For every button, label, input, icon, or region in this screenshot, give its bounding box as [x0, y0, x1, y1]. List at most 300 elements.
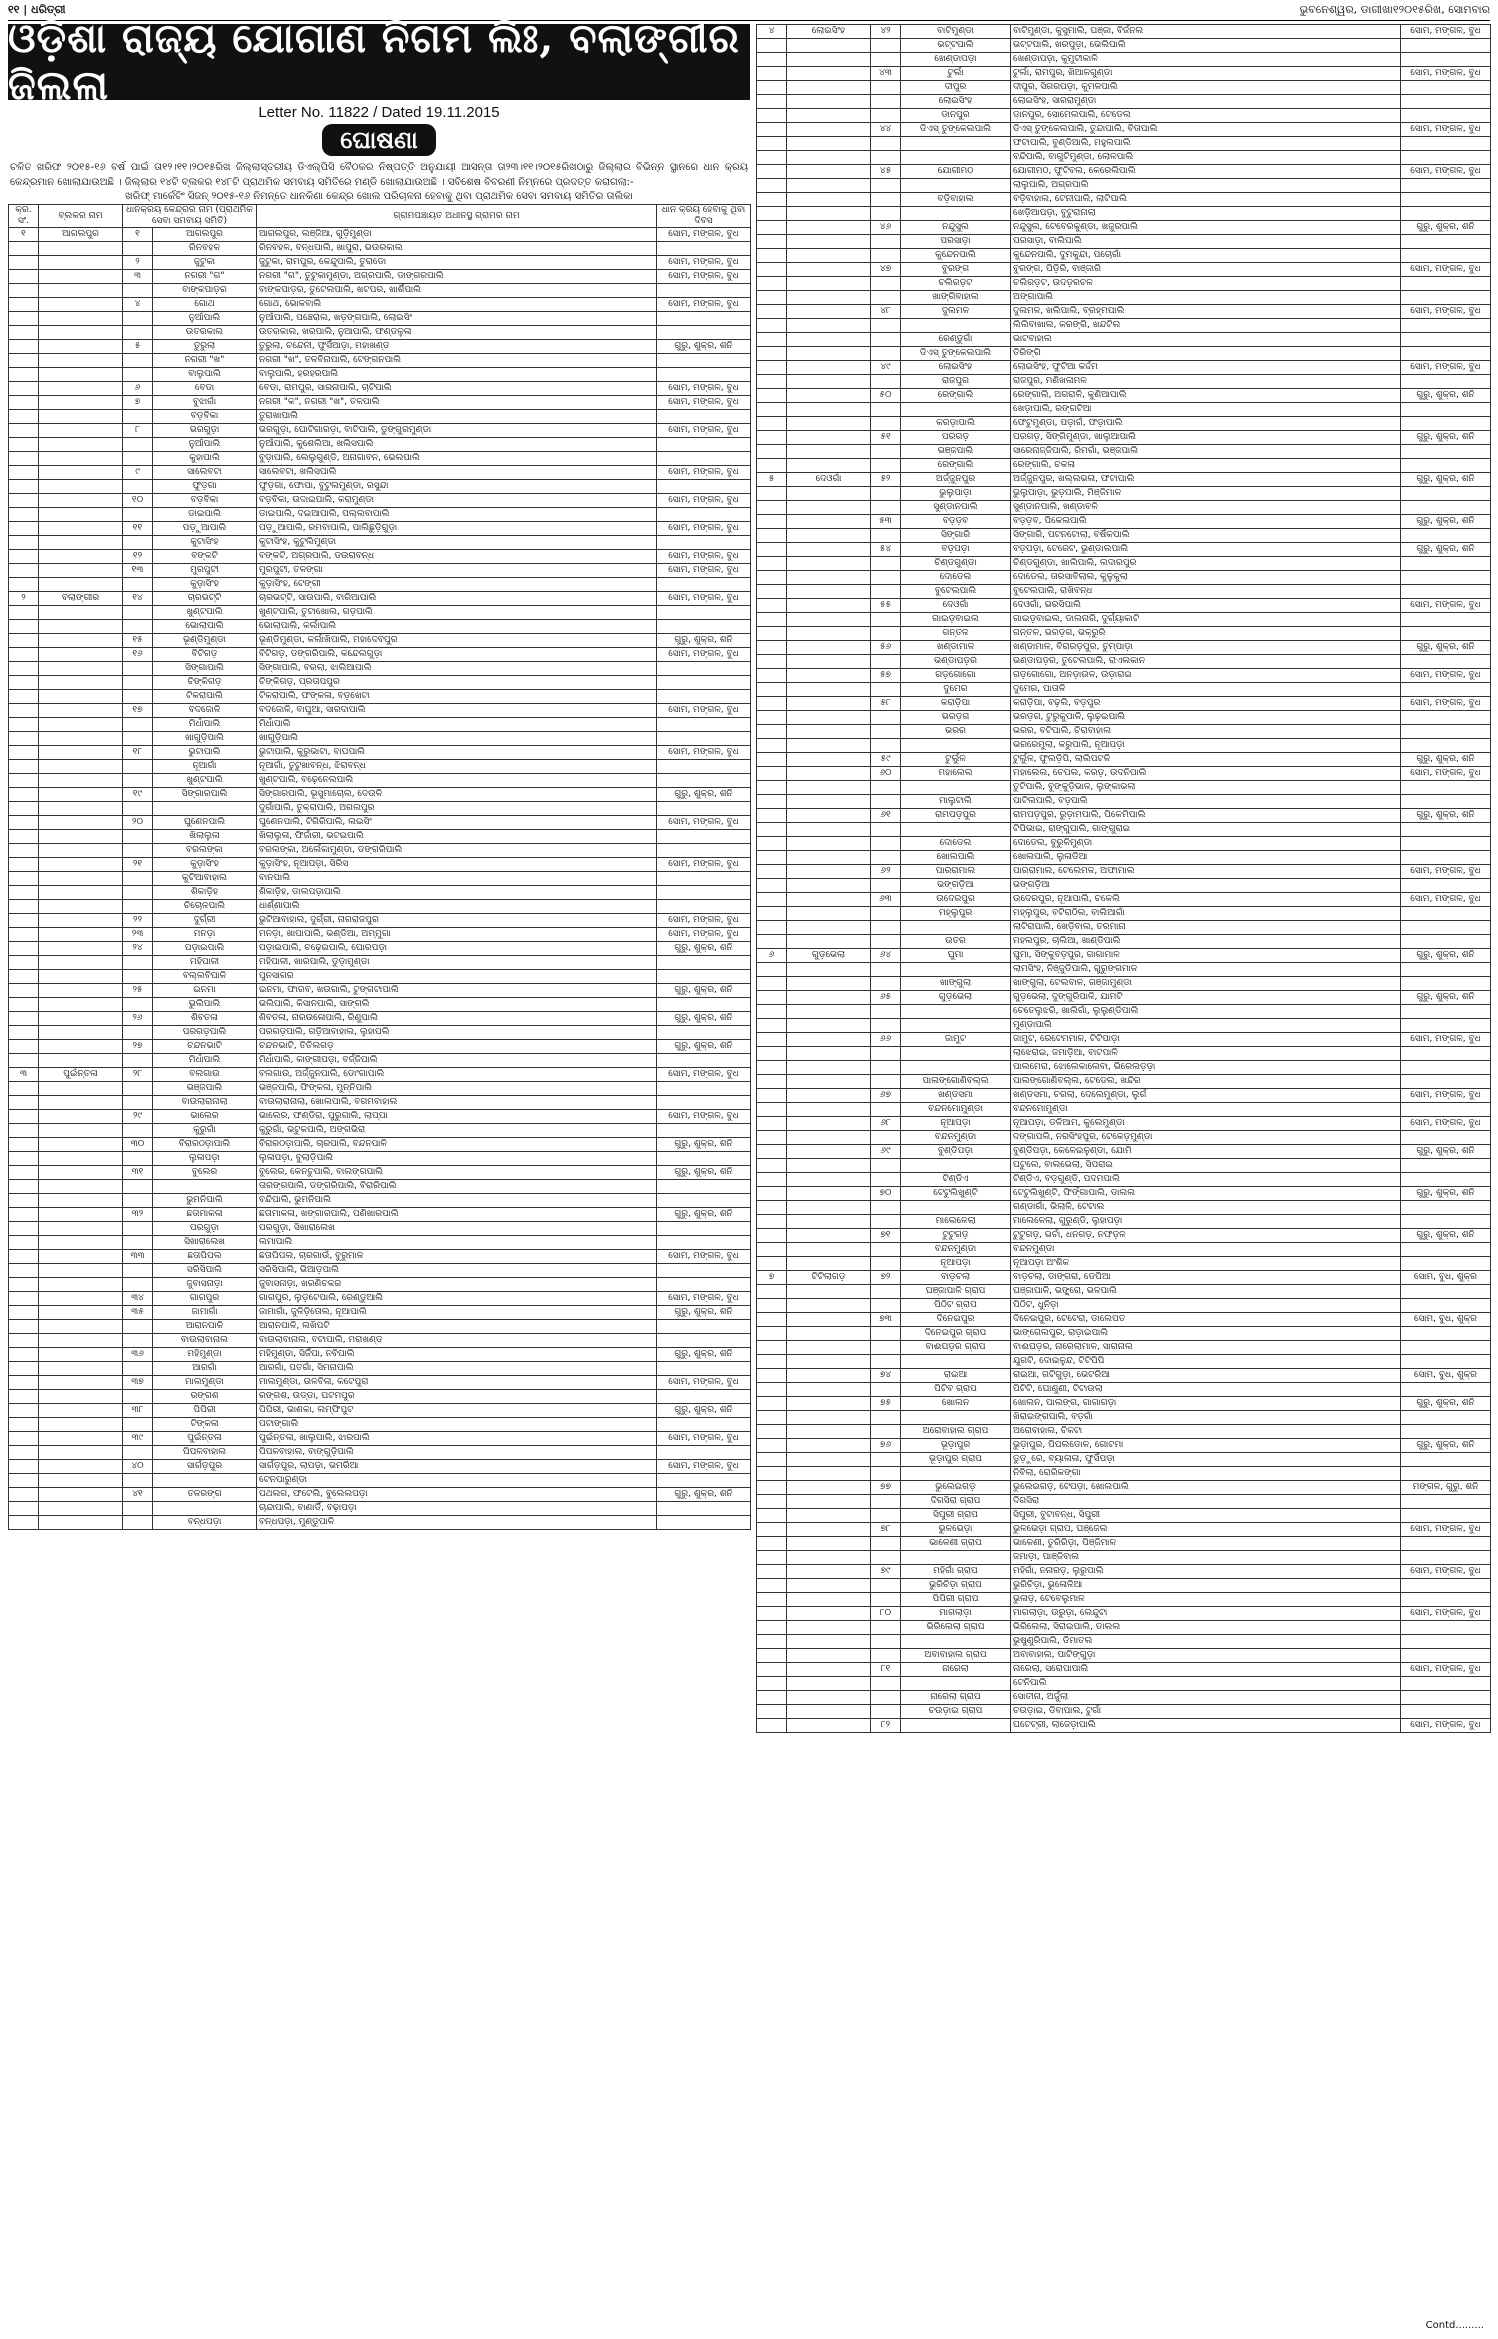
- cell-serial: [757, 753, 787, 767]
- table-row: [9, 858, 751, 872]
- cell-block: [787, 235, 871, 249]
- cell-villages: ସାଲେବଟା, ଖଲିସପାଲି: [257, 466, 657, 480]
- cell-days: [657, 956, 751, 970]
- cell-panchayat: କୁହାପାଲି: [153, 452, 257, 466]
- cell-serial: [9, 1348, 39, 1362]
- cell-center-no: [871, 53, 901, 67]
- cell-center-no: ୩୪: [123, 1292, 153, 1306]
- cell-block: [39, 466, 123, 480]
- table-row: [757, 95, 1491, 109]
- cell-block: [787, 67, 871, 81]
- cell-block: [39, 942, 123, 956]
- cell-center-no: [871, 1495, 901, 1509]
- cell-center-no: ୨୭: [123, 1040, 153, 1054]
- cell-days: ସୋମ, ମଙ୍ଗଳ, ବୁଧ: [1401, 669, 1491, 683]
- table-row: [757, 1159, 1491, 1173]
- cell-serial: [757, 529, 787, 543]
- cell-days: ସୋମ, ମଙ୍ଗଳ, ବୁଧ: [657, 648, 751, 662]
- cell-center-no: [871, 557, 901, 571]
- cell-villages: ମୁଣ୍ଡାପାଲି: [1011, 1019, 1401, 1033]
- cell-block: [787, 1285, 871, 1299]
- cell-panchayat: ଖୋଲନ: [901, 1397, 1011, 1411]
- cell-villages: ଭରରେମୁଲା, କରୁପାଲି, ନୂଆପଡ଼ା: [1011, 739, 1401, 753]
- cell-block: [787, 1089, 871, 1103]
- cell-center-no: ୩୨: [123, 1208, 153, 1222]
- cell-days: [657, 1320, 751, 1334]
- cell-panchayat: ମହିପାଳୀ: [153, 956, 257, 970]
- cell-block: [787, 739, 871, 753]
- table-row: [757, 1467, 1491, 1481]
- cell-panchayat: ଛତାପିପଲ: [153, 1250, 257, 1264]
- table-row: [757, 1411, 1491, 1425]
- table-row: [757, 977, 1491, 991]
- cell-center-no: [871, 1509, 901, 1523]
- cell-days: [657, 900, 751, 914]
- table-row: [9, 396, 751, 410]
- cell-villages: ବରଲଙ୍କା, ଅର୍ଲେକାମୁଣ୍ଡା, ଡଙ୍ଗରିପାଲି: [257, 844, 657, 858]
- cell-villages: ବଡ଼ିବାହାଲ, ଟେନୀପାଲି, ଲାଟିପାଲି: [1011, 193, 1401, 207]
- table-row: [9, 620, 751, 634]
- cell-center-no: [871, 1047, 901, 1061]
- cell-block: [39, 774, 123, 788]
- cell-center-no: ୬୦: [871, 767, 901, 781]
- cell-center-no: [871, 1215, 901, 1229]
- cell-days: ଗୁରୁ, ଶୁକ୍ର, ଶନି: [657, 942, 751, 956]
- cell-villages: ରାଜପୁର, ମଣିଖଳାମଳ: [1011, 375, 1401, 389]
- cell-block: [787, 907, 871, 921]
- cell-panchayat: କୁଟିଆବାହାଲ: [153, 872, 257, 886]
- table-row: [9, 1012, 751, 1026]
- notice-paragraph: ଚଳିତ ଖରିଫ ୨୦୧୫-୧୬ ବର୍ଷ ପାଇଁ ତା୧୨।୧୧।୨୦୧୫ରିଖ ଜିଲ୍ଲାସ୍ତରୀୟ ଡିଏଲ୍‌ପିସି ବୈଠକର ନିଷ୍ପତ୍ତି ଅନୁଯାୟୀ ଆସନ୍ତା ତା୨୩।୧୧।୨୦୧୫ରିଖଠାରୁ ଜିଲ୍ଲାର ବିଭିନ୍ନ ସ୍ଥାନରେ ଧାନ କ୍ରୟ କେନ୍ଦ୍ରମାନ ଖୋଲାଯାଉଅଛି । ଜିଲ୍ଲାର ୧୪ଟି ବ୍ଲକର ୧୪୮ଟି ପ୍ରାଥମିକ ସମବାୟ ସମିତିରେ ମଣ୍ଡି ଖୋଲାଯାଉଅଛି । ସବିଶେଷ ବିବରଣୀ ନିମ୍ନରେ ପ୍ରଦତ୍ତ କରାଗଲା:-: [10, 162, 748, 188]
- cell-center-no: ୮୦: [871, 1607, 901, 1621]
- cell-block: [787, 613, 871, 627]
- cell-block: [787, 669, 871, 683]
- cell-center-no: [871, 179, 901, 193]
- cell-panchayat: ବୁରଙ୍ଗ: [901, 263, 1011, 277]
- cell-center-no: [871, 1551, 901, 1565]
- cell-serial: [9, 1110, 39, 1124]
- cell-serial: [757, 1061, 787, 1075]
- cell-panchayat: ସିପୁରୀ ଗ୍ରାପ: [901, 1509, 1011, 1523]
- table-row: [757, 1257, 1491, 1271]
- cell-panchayat: ଲୋଇସିଂହ: [901, 95, 1011, 109]
- table-row: [9, 760, 751, 774]
- cell-days: [1401, 1131, 1491, 1145]
- cell-days: ସୋମ, ମଙ୍ଗଳ, ବୁଧ: [1401, 305, 1491, 319]
- cell-center-no: [871, 725, 901, 739]
- cell-block: [787, 389, 871, 403]
- cell-serial: ୫: [757, 473, 787, 487]
- table-row: [757, 935, 1491, 949]
- cell-panchayat: ଦୀପୁର: [901, 81, 1011, 95]
- cell-days: ଗୁରୁ, ଶୁକ୍ର, ଶନି: [1401, 389, 1491, 403]
- cell-villages: ଲାଟିରାପାଲି, ଖେଡ଼ିବାଲ, ତରମାନା: [1011, 921, 1401, 935]
- cell-panchayat: ରାଜପୁର: [901, 375, 1011, 389]
- table-row: [9, 1040, 751, 1054]
- cell-days: ସୋମ, ମଙ୍ଗଳ, ବୁଧ: [657, 522, 751, 536]
- table-row: [757, 1285, 1491, 1299]
- cell-panchayat: [901, 1635, 1011, 1649]
- cell-villages: ଟୁର୍ଲୁଳ, ଫୁଲଡ଼ିପି, ଲାଲିପଟଳି: [1011, 753, 1401, 767]
- table-row: [9, 1404, 751, 1418]
- cell-days: [1401, 1285, 1491, 1299]
- cell-villages: ଡାନପୁର, ସୋମେଲପାଲି, ଟେଡେଲ: [1011, 109, 1401, 123]
- cell-serial: [9, 620, 39, 634]
- cell-panchayat: ଖୋଲପାଲି: [901, 851, 1011, 865]
- cell-center-no: ୧୦: [123, 494, 153, 508]
- table-row: [9, 1138, 751, 1152]
- cell-serial: [757, 501, 787, 515]
- cell-center-no: [871, 1425, 901, 1439]
- cell-panchayat: ଭରଗୁଡ଼ା: [153, 424, 257, 438]
- cell-serial: [757, 1103, 787, 1117]
- cell-panchayat: ସିଙ୍ଗାପାଲି: [153, 662, 257, 676]
- cell-panchayat: ସାର୍ଗଡ଼ପୁର: [153, 1460, 257, 1474]
- cell-panchayat: [153, 1474, 257, 1488]
- table-row: [9, 1488, 751, 1502]
- cell-days: ଗୁରୁ, ଶୁକ୍ର, ଶନି: [657, 1138, 751, 1152]
- cell-serial: [9, 1152, 39, 1166]
- table-row: [757, 459, 1491, 473]
- cell-center-no: ୭୦: [871, 1187, 901, 1201]
- cell-block: [787, 1565, 871, 1579]
- cell-serial: [9, 1516, 39, 1530]
- cell-villages: ବଡ଼ଡ଼ବ, ପିକେଲପାଲି: [1011, 515, 1401, 529]
- banner-title: ଓଡ଼ିଶା ରାଜ୍ୟ ଯୋଗାଣ ନିଗମ ଲିଃ, ବଲାଙ୍ଗୀର ଜିଲ୍ଲା: [8, 24, 750, 100]
- cell-villages: ଘୁଣେନପାଲି, ଟିଗିରିପାଲି, ଲଇସିଂ: [257, 816, 657, 830]
- cell-serial: [757, 1425, 787, 1439]
- cell-panchayat: ଭୂଡ଼ାପୁର ଗ୍ରାପ: [901, 1453, 1011, 1467]
- cell-panchayat: ମାଲମୁଣ୍ଡା: [153, 1376, 257, 1390]
- cell-center-no: ୪୮: [871, 305, 901, 319]
- cell-panchayat: [901, 1047, 1011, 1061]
- cell-villages: ଜୁଟୁକା, ରାମପୁର, କେନ୍ଦୁପାଲି, ତୁରାଡୋ: [257, 256, 657, 270]
- cell-block: [787, 809, 871, 823]
- cell-days: [657, 830, 751, 844]
- table-row: [757, 1075, 1491, 1089]
- cell-block: [39, 396, 123, 410]
- cell-center-no: [123, 802, 153, 816]
- cell-center-no: [871, 781, 901, 795]
- cell-panchayat: ବଙ୍କଟି: [153, 550, 257, 564]
- letter-number: Letter No. 11822 / Dated 19.11.2015: [258, 104, 500, 121]
- cell-villages: ଫୁଡ଼ଗା, ଫୋପା, ବୁଟୁଲମୁଣ୍ଡା, ରସୁନ୍ଦା: [257, 480, 657, 494]
- header-serial: କ୍ର. ସଂ.: [9, 205, 39, 228]
- cell-panchayat: ବନ୍ଦନମୋମୁଣ୍ଡା: [901, 1103, 1011, 1117]
- cell-center-no: [123, 830, 153, 844]
- cell-panchayat: ଭଞ୍ଜପାଲି: [901, 445, 1011, 459]
- cell-villages: ବାଉଲାବାନାଲ, ବଟାପାଲି, ମରାଖଣ୍ଡ: [257, 1334, 657, 1348]
- table-row: [9, 942, 751, 956]
- cell-block: [39, 382, 123, 396]
- cell-days: [1401, 529, 1491, 543]
- cell-block: [787, 1145, 871, 1159]
- cell-serial: ୭: [757, 1271, 787, 1285]
- cell-villages: ବଡ଼ବିକା, ଉଦାଇପାଲି, କରାମୁଣ୍ଡା: [257, 494, 657, 508]
- cell-villages: ନଗରୀ "କ", ନଗରୀ "ଖ", ତଳପାଲି: [257, 396, 657, 410]
- table-row: [757, 319, 1491, 333]
- cell-center-no: [871, 1173, 901, 1187]
- cell-center-no: [871, 1019, 901, 1033]
- cell-days: [1401, 95, 1491, 109]
- cell-block: [787, 725, 871, 739]
- cell-days: ସୋମ, ମଙ୍ଗଳ, ବୁଧ: [1401, 1565, 1491, 1579]
- cell-villages: ଟେନିପାଲି: [1011, 1677, 1401, 1691]
- cell-serial: [9, 480, 39, 494]
- cell-block: [787, 795, 871, 809]
- cell-center-no: [123, 368, 153, 382]
- cell-days: ସୋମ, ମଙ୍ଗଳ, ବୁଧ: [657, 928, 751, 942]
- cell-panchayat: ମହାଲେଲ: [901, 767, 1011, 781]
- table-row: [757, 207, 1491, 221]
- cell-villages: ଖୋଲନ, ପାଲଙ୍ଗ, ଗାଗାଗଡ଼ା: [1011, 1397, 1401, 1411]
- cell-center-no: [871, 683, 901, 697]
- cell-block: [39, 1418, 123, 1432]
- table-row: [757, 1089, 1491, 1103]
- cell-block: [39, 914, 123, 928]
- cell-villages: ନାରେଲା, ସରୋପାପାଲି: [1011, 1663, 1401, 1677]
- cell-days: [1401, 1509, 1491, 1523]
- cell-serial: [9, 368, 39, 382]
- cell-villages: ସୋତୀନା, ଅର୍ଜୁଲା: [1011, 1691, 1401, 1705]
- table-row: [757, 1425, 1491, 1439]
- table-row: [757, 571, 1491, 585]
- cell-panchayat: ଭାଳେଣୀ ଗ୍ରାପ: [901, 1537, 1011, 1551]
- cell-villages: ତୁରୁଲା, ଚନ୍ଦେନୀ, ଫୁର୍ସିଆଡ଼ା, ମହାଖଣ୍ଡ: [257, 340, 657, 354]
- cell-serial: [757, 1383, 787, 1397]
- cell-panchayat: ବୁଣ୍ଡିପଡ଼ା: [901, 1145, 1011, 1159]
- cell-block: [39, 1166, 123, 1180]
- cell-villages: ଫଟାପାଲି, ବୁଣ୍ଡିଆଲି, ମହୁଲପାଲି: [1011, 137, 1401, 151]
- cell-serial: [9, 1236, 39, 1250]
- cell-days: [657, 480, 751, 494]
- cell-villages: ନନ୍ଦୁସୁଲ, ଟେବେରକୁଣ୍ଡା, ଖଜୁରପାଲି: [1011, 221, 1401, 235]
- cell-days: ସୋମ, ମଙ୍ଗଳ, ବୁଧ: [1401, 1719, 1491, 1733]
- cell-block: [39, 1460, 123, 1474]
- cell-days: [1401, 291, 1491, 305]
- cell-panchayat: ବଡ଼ପଡ଼ା: [901, 543, 1011, 557]
- cell-days: ସୋମ, ମଙ୍ଗଳ, ବୁଧ: [1401, 1089, 1491, 1103]
- table-row: [757, 529, 1491, 543]
- cell-days: [1401, 445, 1491, 459]
- cell-panchayat: ସିଙ୍ଗାରି: [901, 529, 1011, 543]
- cell-villages: ଚଉଡ଼ାଇ, ଡିବାପାଲ, ଟୁର୍ଗା: [1011, 1705, 1401, 1719]
- cell-panchayat: ଭୁଲିପାଲି: [153, 998, 257, 1012]
- cell-days: [657, 410, 751, 424]
- cell-serial: [757, 823, 787, 837]
- cell-villages: ଇନମା, ଫାରବ, ଖଉଗାଲି, ଟୁଙ୍ଗଟାପାଲି: [257, 984, 657, 998]
- table-row: [9, 536, 751, 550]
- cell-serial: [757, 907, 787, 921]
- cell-block: [787, 53, 871, 67]
- cell-block: [39, 928, 123, 942]
- cell-block: [39, 662, 123, 676]
- cell-serial: [757, 1299, 787, 1313]
- table-row: [757, 1509, 1491, 1523]
- cell-panchayat: ଟିଣ୍ଡିଏ: [901, 1173, 1011, 1187]
- cell-serial: [757, 1033, 787, 1047]
- cell-villages: ପାଲମେରା, ଝୋଲେକାଲେବା, ଭିରେଲଡ଼ଡ଼ା: [1011, 1061, 1401, 1075]
- cell-serial: [757, 67, 787, 81]
- cell-panchayat: [153, 1502, 257, 1516]
- table-row: [757, 1299, 1491, 1313]
- cell-panchayat: [901, 137, 1011, 151]
- cell-center-no: [871, 487, 901, 501]
- table-row: [757, 53, 1491, 67]
- cell-villages: ପଡ଼ୁଆପାଲି, ରମବାପାଲି, ପାଲିଛୁଡ଼ିଗୁଡ଼ା: [257, 522, 657, 536]
- cell-center-no: [123, 354, 153, 368]
- cell-block: [39, 508, 123, 522]
- cell-days: [1401, 823, 1491, 837]
- cell-panchayat: ସୁଣ୍ଡାନପାଲି: [901, 501, 1011, 515]
- table-row: [757, 557, 1491, 571]
- cell-block: [787, 1677, 871, 1691]
- cell-block: [39, 760, 123, 774]
- cell-panchayat: ପରଗଡ଼: [901, 431, 1011, 445]
- cell-villages: ଭରର, ବଟିପାଲି, ଚିରାବାହାଲ: [1011, 725, 1401, 739]
- table-row: [757, 179, 1491, 193]
- cell-block: [787, 1047, 871, 1061]
- cell-panchayat: ବନ୍ଦନମୁଣ୍ଡା: [901, 1131, 1011, 1145]
- table-row: [9, 550, 751, 564]
- cell-center-no: [871, 249, 901, 263]
- cell-days: ସୋମ, ମଙ୍ଗଳ, ବୁଧ: [657, 816, 751, 830]
- cell-villages: ଟିପିଭାଇ, ରାଙ୍ଗୁପାଲି, ଗାଙ୍ଗୁରାଇ: [1011, 823, 1401, 837]
- cell-villages: ବଙ୍କଟି, ଅଗ୍ରପାଲି, ଡଉରାବନ୍ଧ: [257, 550, 657, 564]
- table-row: [757, 683, 1491, 697]
- cell-serial: [757, 137, 787, 151]
- cell-days: [1401, 627, 1491, 641]
- table-row: [9, 578, 751, 592]
- cell-panchayat: ଉଦେରପୁର: [901, 893, 1011, 907]
- cell-panchayat: ଚଲିରଡ଼ଟ: [901, 277, 1011, 291]
- cell-days: ସୋମ, ମଙ୍ଗଳ, ବୁଧ: [657, 270, 751, 284]
- cell-serial: [757, 1089, 787, 1103]
- cell-days: [1401, 1677, 1491, 1691]
- cell-panchayat: ବିରାରଠଡ଼ାପାଲି: [153, 1138, 257, 1152]
- cell-villages: ରଙ୍ଗଶ, ଉଡ୍ଡା, ଘଟମପୁର: [257, 1390, 657, 1404]
- cell-days: [1401, 333, 1491, 347]
- cell-villages: କୁଡ଼ାସିଂହ, ଟେଙ୍ଗୀ: [257, 578, 657, 592]
- cell-serial: [9, 466, 39, 480]
- cell-panchayat: ଗାଇଡ଼ବାଇଲ: [901, 613, 1011, 627]
- cell-days: [657, 1516, 751, 1530]
- cell-panchayat: ଟୁର୍ଲା: [901, 67, 1011, 81]
- cell-serial: [757, 739, 787, 753]
- cell-serial: [757, 613, 787, 627]
- cell-days: [1401, 1103, 1491, 1117]
- table-row: [757, 963, 1491, 977]
- cell-center-no: ୨୨: [123, 914, 153, 928]
- cell-villages: ଜାମୁଟ, ରେଟେମମାଳ, ଟିଟିପାଡ଼ା: [1011, 1033, 1401, 1047]
- cell-days: ସୋମ, ମଙ୍ଗଳ, ବୁଧ: [657, 396, 751, 410]
- cell-villages: ଲମାପାଲି: [257, 1236, 657, 1250]
- cell-villages: ରିନବହଳ, ବନ୍ଧପାଲି, ଖାପୁରା, ଭଉରକାଲ: [257, 242, 657, 256]
- cell-block: [787, 1383, 871, 1397]
- cell-villages: ଖିଲାଲୁଳା, ଫିର୍ଜାରୀ, ଭଟଇପାଲି: [257, 830, 657, 844]
- cell-days: [1401, 235, 1491, 249]
- cell-block: [787, 1299, 871, 1313]
- cell-villages: ନଗରୀ "ଖ", ତଳବିନାପାଲି, ଟେଙ୍ଗନପାଲି: [257, 354, 657, 368]
- cell-center-no: ୭୧: [871, 1229, 901, 1243]
- cell-days: [657, 1474, 751, 1488]
- cell-villages: ନୂଆପଡ଼ା, ଡଳିଆମ, କୁଲେମୁଣ୍ଡା: [1011, 1117, 1401, 1131]
- cell-serial: [757, 1481, 787, 1495]
- cell-serial: [757, 1215, 787, 1229]
- cell-center-no: [871, 1621, 901, 1635]
- cell-serial: [757, 683, 787, 697]
- cell-days: [1401, 1691, 1491, 1705]
- cell-panchayat: ଖୁଣ୍ଟପାଲି: [153, 606, 257, 620]
- cell-days: ଗୁରୁ, ଶୁକ୍ର, ଶନି: [657, 984, 751, 998]
- table-row: [9, 368, 751, 382]
- cell-center-no: [871, 851, 901, 865]
- cell-panchayat: ପୁଇଁନ୍ତଳା: [153, 1432, 257, 1446]
- cell-villages: ନୂଆଗାଁ, ତୁଟୁଖାବନ୍ଧ, ଝିରାବନ୍ଧ: [257, 760, 657, 774]
- table-row: [757, 1341, 1491, 1355]
- cell-serial: [757, 1719, 787, 1733]
- cell-villages: ଭରଡ଼ଗ, ଟୁରୁକୁପାଳି, ଲୁଢ଼ଇପାଲି: [1011, 711, 1401, 725]
- cell-block: [787, 977, 871, 991]
- table-row: [757, 1551, 1491, 1565]
- cell-block: [787, 1719, 871, 1733]
- cell-days: ସୋମ, ମଙ୍ଗଳ, ବୁଧ: [1401, 123, 1491, 137]
- cell-block: [787, 1705, 871, 1719]
- cell-block: [787, 557, 871, 571]
- cell-villages: ଲୁଳାପଡ଼ା, ବୁଲାଡ଼ିପାଲି: [257, 1152, 657, 1166]
- cell-block: [39, 704, 123, 718]
- cell-villages: ପରସାଡ଼ା, ବାଲିପାଲି: [1011, 235, 1401, 249]
- cell-panchayat: ଲୁଳାପଡ଼ା: [153, 1152, 257, 1166]
- cell-serial: [757, 1649, 787, 1663]
- cell-panchayat: ମୁରପୁଟୀ: [153, 564, 257, 578]
- cell-center-no: [871, 1677, 901, 1691]
- cell-serial: [9, 1208, 39, 1222]
- table-row: [9, 1306, 751, 1320]
- cell-serial: [757, 1005, 787, 1019]
- cell-serial: [9, 1376, 39, 1390]
- cell-panchayat: [901, 207, 1011, 221]
- cell-block: [39, 1306, 123, 1320]
- cell-serial: [757, 991, 787, 1005]
- table-row: [9, 746, 751, 760]
- right-column: [756, 24, 1490, 1733]
- cell-serial: [757, 1131, 787, 1145]
- cell-panchayat: ମହିଗାଁ ଗ୍ରାପ: [901, 1565, 1011, 1579]
- cell-serial: [757, 487, 787, 501]
- cell-villages: ମହିମୁଣ୍ଡା, ସିର୍ଜିପା, ନବିପାଲି: [257, 1348, 657, 1362]
- cell-block: [787, 543, 871, 557]
- cell-villages: ବନ୍ଦନମୋମୁଣ୍ଡା: [1011, 1103, 1401, 1117]
- cell-center-no: [123, 452, 153, 466]
- cell-block: [787, 1033, 871, 1047]
- cell-serial: [757, 459, 787, 473]
- cell-days: [1401, 151, 1491, 165]
- cell-block: [787, 1341, 871, 1355]
- cell-villages: ଟୁର୍ଲା, ରାମପୁର, ଖିଆଳଗୁଣ୍ଡା: [1011, 67, 1401, 81]
- cell-days: [1401, 613, 1491, 627]
- cell-center-no: ୫୨: [871, 473, 901, 487]
- cell-center-no: [871, 1327, 901, 1341]
- cell-serial: [757, 417, 787, 431]
- table-row: [757, 1495, 1491, 1509]
- cell-panchayat: ପାଲଙ୍ଗୋଣିବଲ୍ଲ: [901, 1075, 1011, 1089]
- cell-villages: ଭଟ୍ଟପାଲି, ଖରପୁଡ଼ା, ଭେଲିପାଲି: [1011, 39, 1401, 53]
- cell-panchayat: ଯୋଗୀମଠ: [901, 165, 1011, 179]
- table-row: [757, 739, 1491, 753]
- cell-panchayat: ବୁଲେର: [153, 1166, 257, 1180]
- cell-days: [1401, 1649, 1491, 1663]
